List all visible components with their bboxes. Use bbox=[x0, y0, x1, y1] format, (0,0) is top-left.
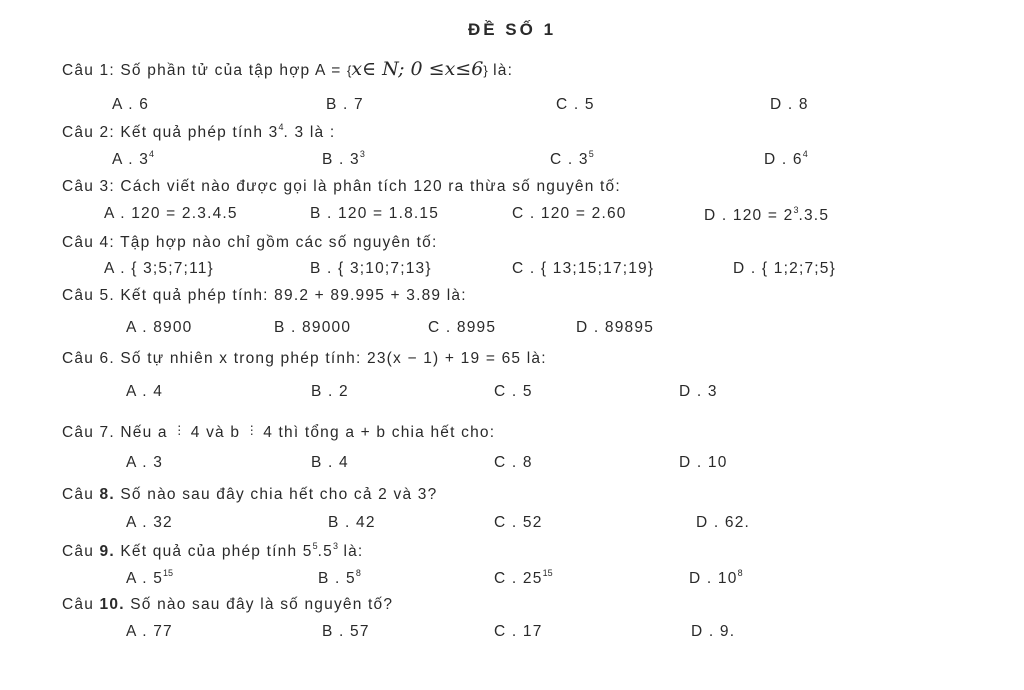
question-text-end: là: bbox=[337, 543, 364, 560]
q7-option-c: C . 8 bbox=[494, 454, 533, 471]
q5-option-b: B . 89000 bbox=[274, 319, 352, 336]
question-label: Câu 2: bbox=[62, 124, 115, 141]
option-exponent: 3 bbox=[793, 205, 799, 215]
q4-option-a: A . { 3;5;7;11} bbox=[104, 260, 214, 277]
brace-open: { bbox=[346, 63, 352, 78]
option-base: C . 120 = 2.60 bbox=[512, 205, 627, 222]
q1-option-d: D . 8 bbox=[770, 96, 809, 113]
q6-option-b: B . 2 bbox=[311, 383, 349, 400]
q1-option-b: B . 7 bbox=[326, 96, 364, 113]
question-text: Nếu a bbox=[114, 424, 174, 441]
question-label: Câu 3: bbox=[62, 178, 115, 195]
question-2 bbox=[62, 122, 335, 142]
q5-option-c: C . 8995 bbox=[428, 319, 497, 336]
q1-option-c: C . 5 bbox=[556, 96, 595, 113]
q3-option-d bbox=[704, 205, 829, 225]
question-text: Số phần tử của tập hợp A = bbox=[114, 62, 347, 79]
question-7 bbox=[62, 424, 495, 442]
divides-symbol: ⋮ bbox=[245, 423, 258, 437]
question-text-mid: 4 và b bbox=[185, 424, 246, 441]
q5-option-d: D . 89895 bbox=[576, 319, 655, 336]
option-exponent: 8 bbox=[737, 568, 743, 578]
option-base: A . 5 bbox=[126, 570, 164, 587]
q5-option-a: A . 8900 bbox=[126, 319, 193, 336]
q7-option-a: A . 3 bbox=[126, 454, 164, 471]
option-base: D . 6 bbox=[764, 151, 803, 168]
set-condition: x∈ N; 0 ≤x≤6 bbox=[351, 58, 484, 80]
option-exponent: 3 bbox=[359, 149, 365, 159]
q2-option-c bbox=[550, 149, 594, 169]
option-base: A . 120 = 2.3.4.5 bbox=[104, 205, 238, 222]
option-base: A . 3 bbox=[112, 151, 150, 168]
q10-option-c: C . 17 bbox=[494, 623, 543, 640]
q2-option-d bbox=[764, 149, 808, 169]
question-text-end: 4 thì tổng a + b chia hết cho: bbox=[257, 424, 496, 441]
option-base: C . 3 bbox=[550, 151, 589, 168]
option-base: B . 5 bbox=[318, 570, 356, 587]
question-label: Câu 4: bbox=[62, 234, 115, 251]
question-text: Kết quả của phép tính 5 bbox=[114, 543, 313, 560]
question-3 bbox=[62, 178, 621, 196]
q2-option-a bbox=[112, 149, 154, 169]
q2-option-b bbox=[322, 149, 365, 169]
question-5 bbox=[62, 287, 467, 305]
q6-option-c: C . 5 bbox=[494, 383, 533, 400]
question-label: Câu 6. bbox=[62, 350, 115, 367]
q3-option-b bbox=[310, 205, 439, 223]
q8-option-b: B . 42 bbox=[328, 514, 376, 531]
q4-option-b: B . { 3;10;7;13} bbox=[310, 260, 432, 277]
q9-option-c bbox=[494, 568, 553, 588]
option-exponent: 15 bbox=[163, 568, 174, 578]
q7-option-d: D . 10 bbox=[679, 454, 728, 471]
q1-option-a: A . 6 bbox=[112, 96, 150, 113]
q3-option-c bbox=[512, 205, 627, 223]
option-base: B . 120 = 1.8.15 bbox=[310, 205, 440, 222]
option-exponent: 4 bbox=[802, 149, 808, 159]
q3-option-a bbox=[104, 205, 238, 223]
option-base: D . 120 = 2 bbox=[704, 207, 794, 224]
divides-symbol: ⋮ bbox=[173, 423, 186, 437]
q4-option-c: C . { 13;15;17;19} bbox=[512, 260, 655, 277]
option-exponent: 8 bbox=[355, 568, 361, 578]
question-6 bbox=[62, 350, 547, 368]
page-title: ĐỀ SỐ 1 bbox=[467, 20, 557, 39]
option-exponent: 4 bbox=[149, 149, 155, 159]
question-label: Câu 1: bbox=[62, 62, 115, 79]
brace-close: } bbox=[483, 63, 488, 78]
q4-option-d: D . { 1;2;7;5} bbox=[733, 260, 836, 277]
option-base: C . 25 bbox=[494, 570, 543, 587]
option-tail: .3.5 bbox=[798, 207, 830, 224]
q9-option-b bbox=[318, 568, 361, 588]
question-text: Tập hợp nào chỉ gồm các số nguyên tố: bbox=[114, 234, 438, 251]
question-1 bbox=[62, 58, 513, 80]
question-label: Câu 5. bbox=[62, 287, 115, 304]
q6-option-a: A . 4 bbox=[126, 383, 164, 400]
q6-option-d: D . 3 bbox=[679, 383, 718, 400]
question-text-end: . 3 là : bbox=[283, 124, 336, 141]
question-label: Câu 8. bbox=[62, 486, 115, 503]
q7-option-b: B . 4 bbox=[311, 454, 349, 471]
q10-option-b: B . 57 bbox=[322, 623, 370, 640]
option-exponent: 5 bbox=[588, 149, 594, 159]
option-base: D . 10 bbox=[689, 570, 738, 587]
question-text-mid: .5 bbox=[317, 543, 333, 560]
question-label: Câu 10. bbox=[62, 596, 125, 613]
question-label: Câu 7. bbox=[62, 424, 115, 441]
option-exponent: 15 bbox=[542, 568, 553, 578]
question-text: Kết quả phép tính 3 bbox=[114, 124, 279, 141]
exponent: 4 bbox=[278, 122, 284, 132]
question-text: Số tự nhiên x trong phép tính: 23(x − 1) + 19 = 65 là: bbox=[114, 350, 547, 367]
question-4 bbox=[62, 234, 437, 252]
question-label: Câu 9. bbox=[62, 543, 115, 560]
option-base: B . 3 bbox=[322, 151, 360, 168]
exponent: 3 bbox=[332, 541, 338, 551]
question-text: Số nào sau đây là số nguyên tố? bbox=[124, 596, 394, 613]
question-text-end: là: bbox=[487, 62, 514, 79]
q10-option-a: A . 77 bbox=[126, 623, 173, 640]
q8-option-c: C . 52 bbox=[494, 514, 543, 531]
q9-option-a bbox=[126, 568, 173, 588]
question-text: Số nào sau đây chia hết cho cả 2 và 3? bbox=[114, 486, 438, 503]
question-text: Kết quả phép tính: 89.2 + 89.995 + 3.89 là: bbox=[114, 287, 467, 304]
question-9 bbox=[62, 541, 363, 561]
question-8 bbox=[62, 486, 437, 504]
q8-option-d: D . 62. bbox=[696, 514, 751, 531]
q10-option-d: D . 9. bbox=[691, 623, 736, 640]
exponent: 5 bbox=[312, 541, 318, 551]
question-text: Cách viết nào được gọi là phân tích 120 ra thừa số nguyên tố: bbox=[114, 178, 621, 195]
q9-option-d bbox=[689, 568, 743, 588]
question-10 bbox=[62, 596, 393, 614]
q8-option-a: A . 32 bbox=[126, 514, 173, 531]
